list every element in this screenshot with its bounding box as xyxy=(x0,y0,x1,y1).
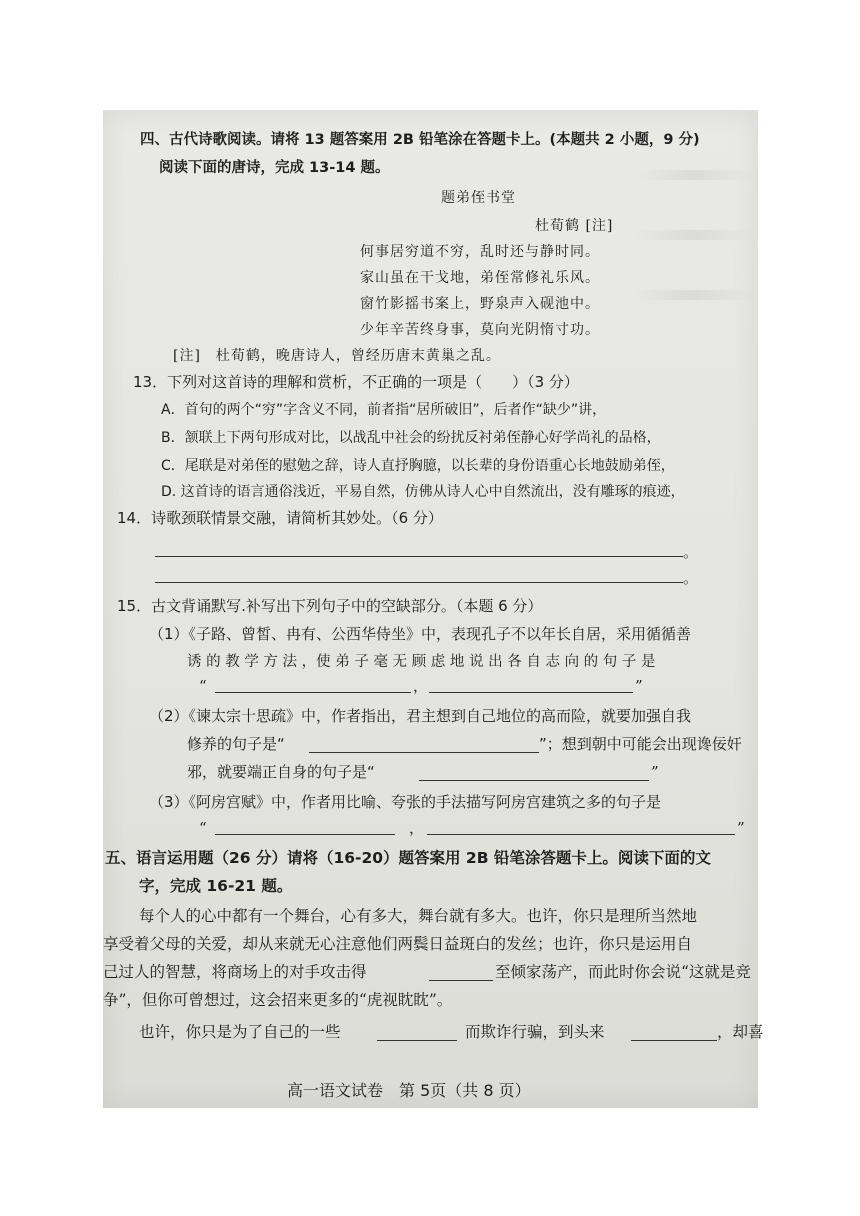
fill-blank[interactable] xyxy=(377,1040,457,1041)
bleed-through-shadow xyxy=(634,290,754,300)
close-quote: ” xyxy=(635,677,643,695)
passage-line-5-mid: 而欺诈行骗，到头来 xyxy=(465,1023,605,1041)
passage-line-5-start: 也许，你只是为了自己的一些 xyxy=(139,1023,341,1041)
bleed-through-shadow xyxy=(634,230,754,240)
q15-item2-line3: 邪，就要端正自身的句子是“ xyxy=(187,763,375,781)
fill-blank[interactable] xyxy=(429,692,633,693)
open-quote: “ xyxy=(199,819,207,837)
q14-stem: 14．诗歌颈联情景交融，请简析其妙处。（6 分） xyxy=(117,509,443,527)
q13-option-b: B．颔联上下两句形成对比，以战乱中社会的纷扰反衬弟侄静心好学尚礼的品格， xyxy=(161,430,661,446)
poem-line: 少年辛苦终身事，莫向光阴惰寸功。 xyxy=(360,322,600,338)
passage-line-5-end: ，却喜 xyxy=(717,1023,764,1041)
passage-line: 每个人的心中都有一个舞台，心有多大，舞台就有多大。也许，你只是理所当然地 xyxy=(139,907,698,925)
q15-item3-line1: （3）《阿房宫赋》中，作者用比喻、夸张的手法描写阿房宫建筑之多的句子是 xyxy=(149,793,662,811)
passage-line: 享受着父母的关爱，却从来就无心注意他们两鬓日益斑白的发丝；也许，你只是运用自 xyxy=(103,935,693,953)
q15-item2-line2-start: 修养的句子是“ xyxy=(187,735,285,753)
answer-period: 。 xyxy=(683,543,699,561)
exam-page xyxy=(103,110,764,1108)
q13-option-c: C．尾联是对弟侄的慰勉之辞，诗人直抒胸臆，以长辈的身份语重心长地鼓励弟侄， xyxy=(161,458,675,474)
passage-line-3-end: 至倾家荡产，而此时你会说“这就是竞 xyxy=(495,963,751,981)
section4-instruction: 阅读下面的唐诗，完成 13-14 题。 xyxy=(159,160,390,176)
fill-blank[interactable] xyxy=(215,692,411,693)
q15-item1-line1: （1）《子路、曾皙、冉有、公西华侍坐》中，表现孔子不以年长自居，采用循循善 xyxy=(149,625,692,643)
q15-item1-line2: 诱 的 教 学 方 法 ，使 弟 子 毫 无 顾 虑 地 说 出 各 自 志 向 的 句 子 是 xyxy=(187,654,656,670)
passage-line: 争”，但你可曾想过，这会招来更多的“虎视眈眈”。 xyxy=(103,991,453,1009)
q13-option-d: D. 这首诗的语言通俗浅近，平易自然，仿佛从诗人心中自然流出，没有雕琢的痕迹， xyxy=(161,484,685,500)
close-quote: ” xyxy=(651,763,659,781)
fill-blank[interactable] xyxy=(215,834,395,835)
open-quote: “ xyxy=(199,677,207,695)
answer-period: 。 xyxy=(683,569,699,587)
bleed-through-shadow xyxy=(634,170,754,180)
q15-stem: 15．古文背诵默写.补写出下列句子中的空缺部分。（本题 6 分） xyxy=(117,597,543,615)
poem-author: 杜荀鹤 [注] xyxy=(535,218,614,234)
q13-option-a: A．首句的两个“穷”字含义不同，前者指“居所破旧”，后者作“缺少”讲， xyxy=(161,402,607,418)
poem-line: 何事居穷道不穷，乱时还与静时同。 xyxy=(360,244,600,260)
q13-stem: 13．下列对这首诗的理解和赏析，不正确的一项是（ ）（3 分） xyxy=(133,373,579,391)
poem-line: 家山虽在干戈地，弟侄常修礼乐风。 xyxy=(360,270,600,286)
fill-blank[interactable] xyxy=(309,752,539,753)
fill-blank[interactable] xyxy=(419,780,649,781)
fill-blank[interactable] xyxy=(429,980,493,981)
poem-line: 窗竹影摇书案上，野泉声入砚池中。 xyxy=(360,296,600,312)
q15-item2-line1: （2）《谏太宗十思疏》中，作者指出，君主想到自己地位的高而险，就要加强自我 xyxy=(149,707,692,725)
comma: ， xyxy=(409,819,425,837)
comma: ， xyxy=(413,677,429,695)
poem-title: 题弟侄书堂 xyxy=(441,190,516,206)
answer-line[interactable] xyxy=(155,582,683,583)
answer-line[interactable] xyxy=(155,556,683,557)
page-footer: 高一语文试卷 第 5页（共 8 页） xyxy=(287,1081,531,1100)
section5-heading-line1: 五、语言运用题（26 分）请将（16-20）题答案用 2B 铅笔涂答题卡上。阅读下面的文 xyxy=(105,849,711,867)
section4-heading: 四、古代诗歌阅读。请将 13 题答案用 2B 铅笔涂在答题卡上。(本题共 2 小题，9 分) xyxy=(140,132,700,148)
fill-blank[interactable] xyxy=(631,1040,717,1041)
fill-blank[interactable] xyxy=(427,834,735,835)
passage-line-3-start: 己过人的智慧，将商场上的对手攻击得 xyxy=(103,963,367,981)
section5-heading-line2: 字，完成 16-21 题。 xyxy=(139,877,293,895)
poem-note: [注] 杜荀鹤，晚唐诗人，曾经历唐末黄巢之乱。 xyxy=(173,348,501,364)
q15-item2-line2-end: ”；想到朝中可能会出现谗佞奸 xyxy=(539,735,742,753)
close-quote: ” xyxy=(737,819,745,837)
